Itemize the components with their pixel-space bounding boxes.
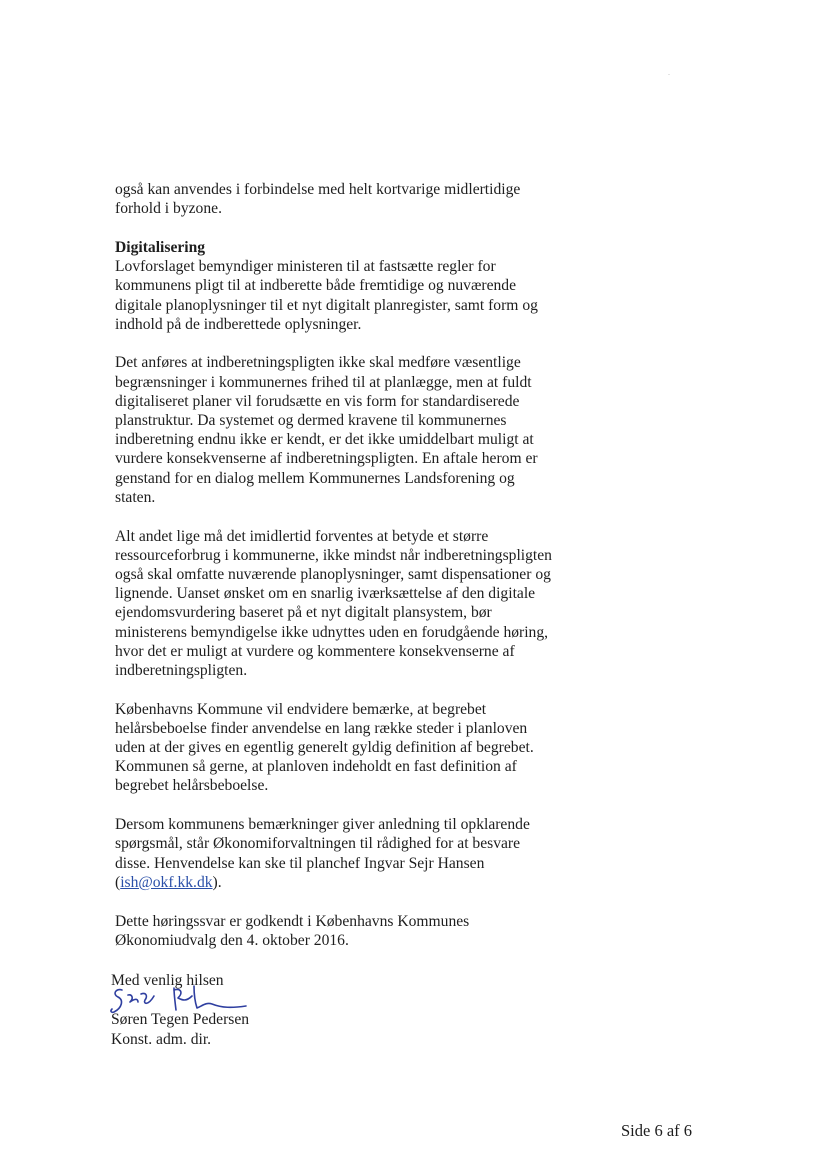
section-heading: Digitalisering: [115, 238, 206, 256]
paragraph-1: [115, 257, 595, 334]
text-line: Lovforslaget bemyndiger ministeren til at fastsætte regler for: [115, 258, 496, 276]
intro-paragraph: [115, 180, 595, 218]
text-line: Kommunen så gerne, at planloven indeholdt en fast definition af: [115, 758, 517, 776]
text-line: begrebet helårsbeboelse.: [115, 777, 269, 795]
paragraph-5: [115, 815, 595, 892]
closing-greeting: Med venlig hilsen: [111, 972, 224, 989]
text-line: ministerens bemyndigelse ikke udnyttes uden en forudgående høring,: [115, 623, 549, 641]
text-line: staten.: [115, 488, 156, 506]
text-line: begrænsninger i kommunernes frihed til at planlægge, men at fuldt: [115, 373, 532, 391]
paragraph-3: [115, 527, 595, 681]
text-line: helårsbeboelse finder anvendelse en lang række steder i planloven: [115, 719, 528, 737]
text-line: hvor det er muligt at vurdere og kommentere konsekvenserne af: [115, 642, 515, 660]
text-line: digitaliseret planer vil forudsætte en vis form for standardiserede: [115, 392, 520, 410]
text-line: også kan anvendes i forbindelse med helt kortvarige midlertidige: [115, 181, 521, 198]
text-line: vurdere konsekvenserne af indberetningspligten. En aftale herom er: [115, 450, 538, 468]
text-line: Dette høringssvar er godkendt i Københavns Kommunes: [115, 912, 470, 930]
text-line: ejendomsvurdering baseret på et nyt digitalt plansystem, bør: [115, 604, 492, 622]
text-line: ressourceforbrug i kommunerne, ikke mindst når indberetningspligten: [115, 546, 552, 564]
paragraph-2: [115, 353, 595, 507]
handwritten-signature: [108, 982, 258, 1016]
scan-speck: [668, 74, 670, 75]
email-link[interactable]: ish@okf.kk.dk: [120, 873, 213, 891]
text-line: Økonomiudvalg den 4. oktober 2016.: [115, 931, 349, 949]
text-line: Det anføres at indberetningspligten ikke skal medføre væsentlige: [115, 354, 521, 372]
text-line: planstruktur. Da systemet og dermed kravene til kommunernes: [115, 412, 507, 430]
text-line: Alt andet lige må det imidlertid forventes at betyde et større: [115, 527, 489, 545]
letter-body: [115, 180, 595, 950]
text-line: Dersom kommunens bemærkninger giver anledning til opklarende: [115, 816, 530, 834]
close-paren: ).: [212, 873, 222, 891]
email-line: [115, 873, 595, 892]
text-line: indberetning endnu ikke er kendt, er det ikke umiddelbart muligt at: [115, 431, 534, 449]
text-line: indberetningspligten.: [115, 661, 248, 679]
open-paren: (: [115, 873, 121, 891]
text-line: kommunens pligt til at indberette både fremtidige og nuværende: [115, 277, 517, 295]
text-line: disse. Henvendelse kan ske til planchef Ingvar Sejr Hansen: [115, 854, 485, 872]
text-line: Københavns Kommune vil endvidere bemærke, at begrebet: [115, 700, 487, 718]
text-line: digitale planoplysninger til et nyt digitalt planregister, samt form og: [115, 296, 538, 314]
paragraph-6: [115, 912, 595, 950]
text-line: indhold på de indberettede oplysninger.: [115, 315, 362, 333]
signatory-title: Konst. adm. dir.: [111, 1030, 212, 1048]
text-line: forhold i byzone.: [115, 200, 222, 218]
text-line: uden at der gives en egentlig generelt gyldig definition af begrebet.: [115, 739, 534, 757]
text-line: lignende. Uanset ønsket om en snarlig iværksættelse af den digitale: [115, 585, 536, 603]
page-number: Side 6 af 6: [621, 1121, 693, 1140]
paragraph-4: [115, 700, 595, 796]
text-line: også skal omfatte nuværende planoplysninger, samt dispensationer og: [115, 565, 551, 583]
signatory-name: Søren Tegen Pedersen: [111, 1011, 250, 1028]
text-line: spørgsmål, står Økonomiforvaltningen til rådighed for at besvare: [115, 835, 521, 853]
text-line: genstand for en dialog mellem Kommunernes Landsforening og: [115, 469, 515, 487]
